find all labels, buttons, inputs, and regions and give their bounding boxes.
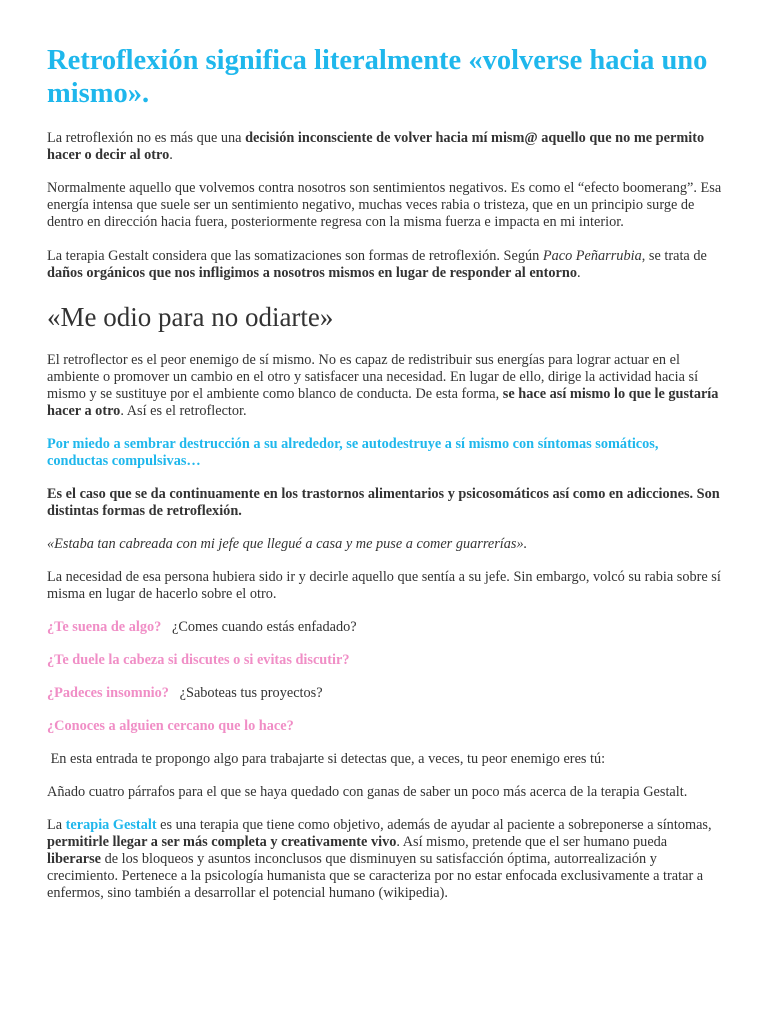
question-3: ¿Padeces insomnio? ¿Saboteas tus proyectos? — [47, 685, 323, 701]
paragraph-boomerang: Normalmente aquello que volvemos contra nosotros son sentimientos negativos. Es como el “efecto boomerang”. Esa energía intensa que suele ser un sentimiento negativo, muchas veces rabia o tristeza, que en un principio surge de dentro en dirección hacia fuera, posteriormente regresa con la misma fuerza e impacta en mi interior. — [47, 180, 722, 230]
paragraph-proposal: En esta entrada te propongo algo para trabajarte si detectas que, a veces, tu peor enemigo eres tú: — [47, 751, 606, 767]
page-title: Retroflexión significa literalmente «volverse hacia uno mismo». — [47, 45, 708, 109]
question-4: ¿Conoces a alguien cercano que lo hace? — [47, 718, 294, 734]
paragraph-cases: Es el caso que se da continuamente en los trastornos alimentarios y psicosomáticos así como en adicciones. Son distintas formas de retroflexión. — [47, 486, 720, 519]
section-heading: «Me odio para no odiarte» — [47, 302, 334, 332]
paragraph-more-info: Añado cuatro párrafos para el que se haya quedado con ganas de saber un poco más acerca de la terapia Gestalt. — [47, 784, 688, 800]
paragraph-somatizations: La terapia Gestalt considera que las somatizaciones son formas de retroflexión. Según Paco Peñarrubia, se trata de daños orgánicos que nos infligimos a nosotros mismos en lugar de responder al entorno. — [47, 248, 707, 281]
paragraph-definition: La retroflexión no es más que una decisión inconsciente de volver hacia mí mism@ aquello que no me permito hacer o decir al otro. — [47, 130, 705, 163]
paragraph-need: La necesidad de esa persona hubiera sido ir y decirle aquello que sentía a su jefe. Sin embargo, volcó su rabia sobre sí misma en lugar de hacerlo sobre el otro. — [47, 569, 721, 602]
question-1: ¿Te suena de algo? ¿Comes cuando estás enfadado? — [47, 619, 357, 635]
paragraph-retroflector: El retroflector es el peor enemigo de sí mismo. No es capaz de redistribuir sus energías para lograr actuar en el ambiente o promover un cambio en el otro y satisfacer una necesidad. En lugar de ello, dirige la actividad hacia sí mismo y se sustituye por el ambiente como blanco de conducta. De esta forma, se hace así mismo lo que le gustaría hacer a otro. Así es el retroflector. — [47, 352, 719, 419]
gestalt-link[interactable]: terapia Gestalt — [65, 817, 157, 833]
question-2: ¿Te duele la cabeza si discutes o si evitas discutir? — [47, 652, 350, 668]
author-name: Paco Peñarrubia — [542, 248, 642, 264]
highlight-paragraph: Por miedo a sembrar destrucción a su alrededor, se autodestruye a sí mismo con síntomas somáticos, conductas compulsivas… — [47, 436, 659, 469]
paragraph-gestalt: La terapia Gestalt es una terapia que tiene como objetivo, además de ayudar al paciente a sobreponerse a síntomas, permitirle llegar a ser más completa y creativamente vivo. Así mismo, pretende que el ser humano pueda liberarse de los bloqueos y asuntos inconclusos que disminuyen su satisfacción óptima, autorrealización y crecimiento. Pertenece a la psicología humanista que se caracteriza por no estar enfocada exclusivamente a tratar a enfermos, sino también a desarrollar el potencial humano (wikipedia). — [47, 817, 712, 901]
quote: «Estaba tan cabreada con mi jefe que llegué a casa y me puse a comer guarrerías». — [47, 536, 528, 552]
